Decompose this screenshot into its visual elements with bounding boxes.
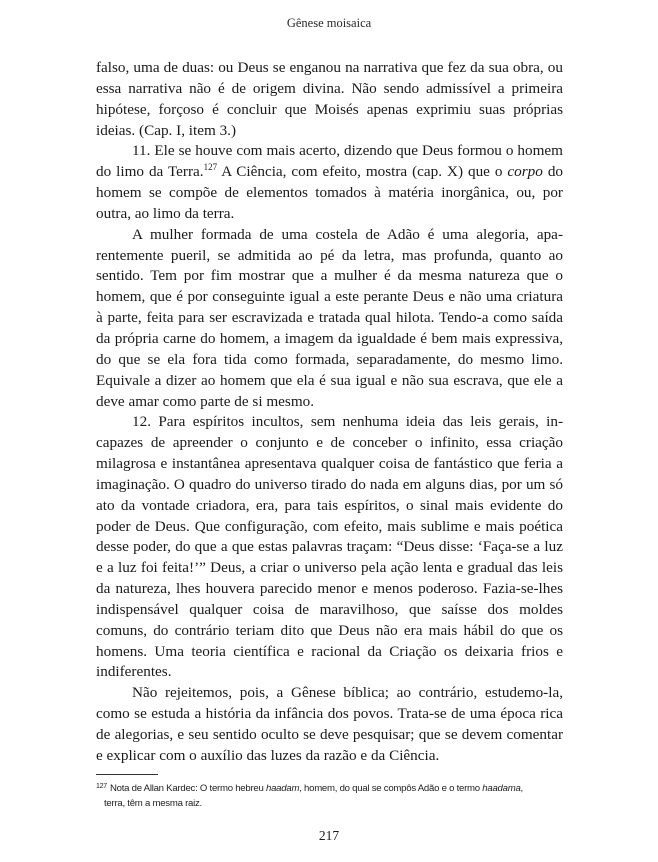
paragraph-text: 11. Ele se houve com mais acerto, dizendo que Deus formou o homem do limo da Terra. [96, 142, 563, 181]
footnote-number: 127 [96, 783, 107, 790]
footnote-text: , homem, do qual se compôs Adão e o termo [299, 783, 483, 794]
paragraph: Não rejeitemos, pois, a Gênese bíblica; ao contrário, estudemo-la, como se estuda a história da infância dos povos. Trata-se de uma época rica de alegorias, e seu sentido oculto se deve pesquisar; que se devem comentar e explicar com o auxílio das luzes da razão e da Ciência. [96, 684, 563, 764]
paragraph: A mulher formada de uma costela de Adão é uma alegoria, aparentemente pueril, se admitida ao pé da letra, mas profunda, quanto ao sentido. Tem por fim mostrar que a mulher é da mesma natureza que o homem, que é por conseguinte igual a este perante Deus e não uma criatura à parte, feita para ser escravizada e tratada qual hilota. Tendo-a como saída da própria carne do homem, a imagem da igualdade é bem mais expressiva, do que se ela fora tida como formada, separadamente, do mesmo limo. Equivale a dizer ao homem que ela é sua igual e não sua escrava, que ele a deve amar como parte de si mesmo. [96, 225, 563, 410]
footnote-line [96, 779, 564, 796]
page-number: 217 [318, 828, 340, 843]
footnote-reference[interactable]: 127 [203, 162, 218, 173]
paragraph-item-11 [96, 141, 563, 224]
paragraph-item-12: 12. Para espíritos incultos, sem nenhuma ideia das leis gerais, incapazes de apreender o conjunto e de conceber o infinito, essa criação milagrosa e instantânea apresentava qualquer coisa de fantástico que feria a imaginação. O quadro do universo tirado do nada em alguns dias, por um só ato da vontade criadora, era, para tais espíritos, o sinal mais evidente do poder de Deus. Que configuração, com efeito, mais sublime e mais poética desse poder, do que a que estas palavras traçam: “Deus disse: ‘Faça-se a luz e a luz foi feita!’” Deus, a criar o universo pela ação lenta e gradual das leis da natureza, lhes houvera parecido menor e menos poderoso. Fazia-se-lhes indispensável qualquer coisa de maravilhoso, que saísse dos moldes comuns, do contrário teriam dito que Deus não era mais hábil do que os homens. Uma teoria científica e racional da Criação os deixaria frios e indiferentes. [96, 413, 563, 681]
running-header: Gênese moisaica [286, 16, 372, 30]
footnote-italic-term: haadam [266, 783, 300, 794]
paragraph: falso, uma de duas: ou Deus se enganou na narrativa que fez da sua obra, ou essa narrativa não é de origem divina. Não sendo admissível a primeira hipótese, forçoso é concluir que Moisés apenas exprimiu suas próprias ideias. (Cap. I, item 3.) [96, 59, 563, 139]
italic-term: corpo [507, 163, 543, 181]
footnote-text: Nota de Allan Kardec: O termo hebreu [109, 783, 267, 794]
body-text [96, 58, 563, 767]
footnote-rule [96, 774, 158, 775]
paragraph-text: do homem se compõe de elementos tomados à matéria inorgânica, ou, por outra, ao limo da terra. [96, 163, 563, 222]
footnote-text: , [520, 783, 523, 794]
paragraph-text: A Ciência, com efeito, mostra (cap. X) que o [217, 163, 508, 181]
footnote-line: terra, têm a mesma raiz. [104, 798, 202, 809]
footnote [96, 779, 564, 811]
footnote-italic-term: haadama [482, 783, 521, 794]
